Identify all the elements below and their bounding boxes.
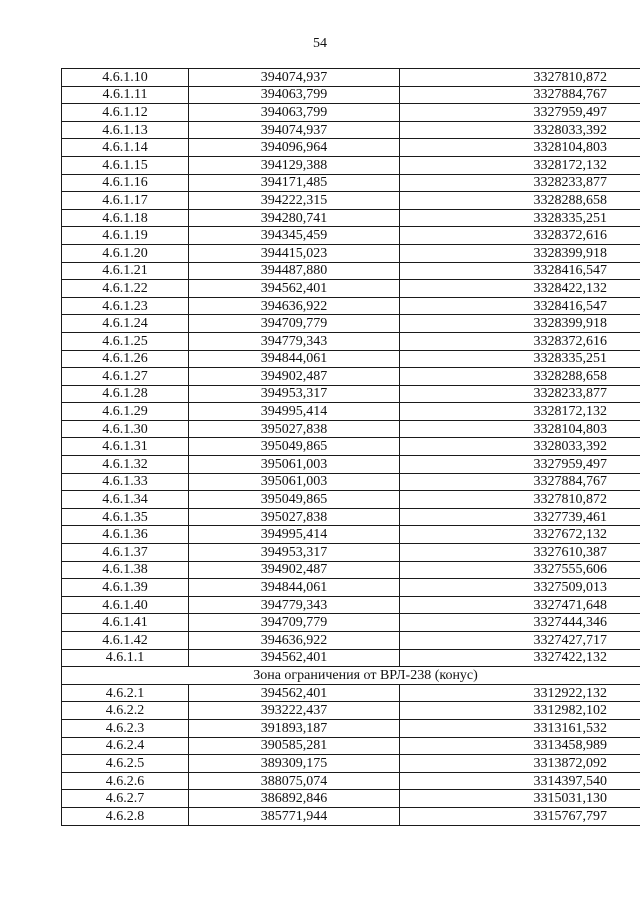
table-row bbox=[62, 649, 640, 667]
point-number-cell: 4.6.1.27 bbox=[62, 368, 189, 386]
table-row bbox=[62, 156, 640, 174]
point-number-cell: 4.6.2.7 bbox=[62, 790, 189, 808]
y-coordinate-cell: 3327959,497 bbox=[400, 104, 640, 122]
x-coordinate-cell: 395049,865 bbox=[189, 438, 400, 456]
y-coordinate-cell: 3328399,918 bbox=[400, 315, 640, 333]
point-number-cell: 4.6.1.17 bbox=[62, 192, 189, 210]
y-coordinate-cell: 3327810,872 bbox=[400, 69, 640, 87]
y-coordinate-cell: 3328172,132 bbox=[400, 156, 640, 174]
x-coordinate-cell: 394709,779 bbox=[189, 614, 400, 632]
table-row bbox=[62, 104, 640, 122]
y-coordinate-cell: 3328372,616 bbox=[400, 332, 640, 350]
x-coordinate-cell: 394995,414 bbox=[189, 403, 400, 421]
point-number-cell: 4.6.1.41 bbox=[62, 614, 189, 632]
x-coordinate-cell: 394074,937 bbox=[189, 121, 400, 139]
x-coordinate-cell: 385771,944 bbox=[189, 807, 400, 825]
x-coordinate-cell: 394562,401 bbox=[189, 280, 400, 298]
table-row bbox=[62, 702, 640, 720]
x-coordinate-cell: 394902,487 bbox=[189, 368, 400, 386]
table-row bbox=[62, 790, 640, 808]
x-coordinate-cell: 394063,799 bbox=[189, 86, 400, 104]
point-number-cell: 4.6.1.1 bbox=[62, 649, 189, 667]
section-title: Зона ограничения от ВРЛ-238 (конус) bbox=[62, 667, 640, 685]
table-row bbox=[62, 807, 640, 825]
y-coordinate-cell: 3328399,918 bbox=[400, 244, 640, 262]
x-coordinate-cell: 394902,487 bbox=[189, 561, 400, 579]
y-coordinate-cell: 3328372,616 bbox=[400, 227, 640, 245]
point-number-cell: 4.6.2.6 bbox=[62, 772, 189, 790]
y-coordinate-cell: 3328335,251 bbox=[400, 209, 640, 227]
x-coordinate-cell: 394074,937 bbox=[189, 69, 400, 87]
table-row bbox=[62, 755, 640, 773]
point-number-cell: 4.6.1.20 bbox=[62, 244, 189, 262]
point-number-cell: 4.6.1.19 bbox=[62, 227, 189, 245]
y-coordinate-cell: 3327739,461 bbox=[400, 508, 640, 526]
x-coordinate-cell: 394562,401 bbox=[189, 684, 400, 702]
y-coordinate-cell: 3328172,132 bbox=[400, 403, 640, 421]
coordinates-table bbox=[61, 68, 640, 826]
x-coordinate-cell: 394280,741 bbox=[189, 209, 400, 227]
y-coordinate-cell: 3314397,540 bbox=[400, 772, 640, 790]
point-number-cell: 4.6.2.4 bbox=[62, 737, 189, 755]
point-number-cell: 4.6.1.36 bbox=[62, 526, 189, 544]
table-row bbox=[62, 315, 640, 333]
point-number-cell: 4.6.1.13 bbox=[62, 121, 189, 139]
y-coordinate-cell: 3328104,803 bbox=[400, 139, 640, 157]
x-coordinate-cell: 394636,922 bbox=[189, 297, 400, 315]
table-row bbox=[62, 403, 640, 421]
y-coordinate-cell: 3328288,658 bbox=[400, 368, 640, 386]
y-coordinate-cell: 3327884,767 bbox=[400, 473, 640, 491]
x-coordinate-cell: 394844,061 bbox=[189, 579, 400, 597]
point-number-cell: 4.6.1.12 bbox=[62, 104, 189, 122]
table-row bbox=[62, 174, 640, 192]
point-number-cell: 4.6.1.38 bbox=[62, 561, 189, 579]
point-number-cell: 4.6.2.1 bbox=[62, 684, 189, 702]
x-coordinate-cell: 394415,023 bbox=[189, 244, 400, 262]
point-number-cell: 4.6.1.30 bbox=[62, 420, 189, 438]
y-coordinate-cell: 3328416,547 bbox=[400, 297, 640, 315]
table-row bbox=[62, 350, 640, 368]
point-number-cell: 4.6.1.15 bbox=[62, 156, 189, 174]
point-number-cell: 4.6.2.8 bbox=[62, 807, 189, 825]
table-row bbox=[62, 280, 640, 298]
y-coordinate-cell: 3315031,130 bbox=[400, 790, 640, 808]
table-row bbox=[62, 473, 640, 491]
x-coordinate-cell: 395027,838 bbox=[189, 420, 400, 438]
table-row bbox=[62, 368, 640, 386]
table-row bbox=[62, 192, 640, 210]
x-coordinate-cell: 394129,388 bbox=[189, 156, 400, 174]
y-coordinate-cell: 3328335,251 bbox=[400, 350, 640, 368]
point-number-cell: 4.6.1.40 bbox=[62, 596, 189, 614]
x-coordinate-cell: 390585,281 bbox=[189, 737, 400, 755]
y-coordinate-cell: 3313161,532 bbox=[400, 719, 640, 737]
table-row bbox=[62, 526, 640, 544]
point-number-cell: 4.6.1.28 bbox=[62, 385, 189, 403]
y-coordinate-cell: 3327444,346 bbox=[400, 614, 640, 632]
table-row bbox=[62, 614, 640, 632]
point-number-cell: 4.6.1.31 bbox=[62, 438, 189, 456]
y-coordinate-cell: 3327884,767 bbox=[400, 86, 640, 104]
table-row bbox=[62, 385, 640, 403]
y-coordinate-cell: 3328416,547 bbox=[400, 262, 640, 280]
y-coordinate-cell: 3327427,717 bbox=[400, 632, 640, 650]
x-coordinate-cell: 394953,317 bbox=[189, 544, 400, 562]
y-coordinate-cell: 3327471,648 bbox=[400, 596, 640, 614]
table-row bbox=[62, 69, 640, 87]
point-number-cell: 4.6.1.29 bbox=[62, 403, 189, 421]
point-number-cell: 4.6.2.2 bbox=[62, 702, 189, 720]
y-coordinate-cell: 3312922,132 bbox=[400, 684, 640, 702]
x-coordinate-cell: 394779,343 bbox=[189, 332, 400, 350]
table-row bbox=[62, 632, 640, 650]
y-coordinate-cell: 3327509,013 bbox=[400, 579, 640, 597]
table-row bbox=[62, 544, 640, 562]
point-number-cell: 4.6.1.25 bbox=[62, 332, 189, 350]
table-row bbox=[62, 456, 640, 474]
x-coordinate-cell: 394953,317 bbox=[189, 385, 400, 403]
point-number-cell: 4.6.1.37 bbox=[62, 544, 189, 562]
y-coordinate-cell: 3328033,392 bbox=[400, 121, 640, 139]
table-row bbox=[62, 684, 640, 702]
y-coordinate-cell: 3327610,387 bbox=[400, 544, 640, 562]
section-header-row bbox=[62, 667, 640, 685]
x-coordinate-cell: 394171,485 bbox=[189, 174, 400, 192]
table-row bbox=[62, 227, 640, 245]
table-row bbox=[62, 561, 640, 579]
table-row bbox=[62, 737, 640, 755]
point-number-cell: 4.6.1.39 bbox=[62, 579, 189, 597]
x-coordinate-cell: 394995,414 bbox=[189, 526, 400, 544]
x-coordinate-cell: 391893,187 bbox=[189, 719, 400, 737]
x-coordinate-cell: 394096,964 bbox=[189, 139, 400, 157]
y-coordinate-cell: 3313872,092 bbox=[400, 755, 640, 773]
table-row bbox=[62, 332, 640, 350]
point-number-cell: 4.6.1.23 bbox=[62, 297, 189, 315]
point-number-cell: 4.6.1.32 bbox=[62, 456, 189, 474]
table-row bbox=[62, 209, 640, 227]
x-coordinate-cell: 395061,003 bbox=[189, 456, 400, 474]
y-coordinate-cell: 3328033,392 bbox=[400, 438, 640, 456]
point-number-cell: 4.6.1.42 bbox=[62, 632, 189, 650]
x-coordinate-cell: 395061,003 bbox=[189, 473, 400, 491]
table-row bbox=[62, 262, 640, 280]
table-row bbox=[62, 86, 640, 104]
point-number-cell: 4.6.1.33 bbox=[62, 473, 189, 491]
y-coordinate-cell: 3313458,989 bbox=[400, 737, 640, 755]
point-number-cell: 4.6.1.18 bbox=[62, 209, 189, 227]
y-coordinate-cell: 3328288,658 bbox=[400, 192, 640, 210]
x-coordinate-cell: 394562,401 bbox=[189, 649, 400, 667]
point-number-cell: 4.6.2.5 bbox=[62, 755, 189, 773]
table-row bbox=[62, 508, 640, 526]
page-number: 54 bbox=[313, 36, 327, 51]
point-number-cell: 4.6.1.34 bbox=[62, 491, 189, 509]
point-number-cell: 4.6.1.16 bbox=[62, 174, 189, 192]
y-coordinate-cell: 3327810,872 bbox=[400, 491, 640, 509]
x-coordinate-cell: 394779,343 bbox=[189, 596, 400, 614]
table-row bbox=[62, 719, 640, 737]
coordinates-table-body bbox=[62, 69, 640, 826]
x-coordinate-cell: 394709,779 bbox=[189, 315, 400, 333]
point-number-cell: 4.6.1.10 bbox=[62, 69, 189, 87]
y-coordinate-cell: 3327672,132 bbox=[400, 526, 640, 544]
x-coordinate-cell: 394222,315 bbox=[189, 192, 400, 210]
y-coordinate-cell: 3327555,606 bbox=[400, 561, 640, 579]
table-row bbox=[62, 579, 640, 597]
table-row bbox=[62, 121, 640, 139]
y-coordinate-cell: 3328104,803 bbox=[400, 420, 640, 438]
point-number-cell: 4.6.2.3 bbox=[62, 719, 189, 737]
point-number-cell: 4.6.1.26 bbox=[62, 350, 189, 368]
y-coordinate-cell: 3315767,797 bbox=[400, 807, 640, 825]
table-row bbox=[62, 244, 640, 262]
point-number-cell: 4.6.1.21 bbox=[62, 262, 189, 280]
point-number-cell: 4.6.1.14 bbox=[62, 139, 189, 157]
y-coordinate-cell: 3328422,132 bbox=[400, 280, 640, 298]
x-coordinate-cell: 394345,459 bbox=[189, 227, 400, 245]
y-coordinate-cell: 3327959,497 bbox=[400, 456, 640, 474]
table-row bbox=[62, 297, 640, 315]
table-row bbox=[62, 596, 640, 614]
x-coordinate-cell: 395027,838 bbox=[189, 508, 400, 526]
table-row bbox=[62, 438, 640, 456]
x-coordinate-cell: 394636,922 bbox=[189, 632, 400, 650]
point-number-cell: 4.6.1.22 bbox=[62, 280, 189, 298]
x-coordinate-cell: 388075,074 bbox=[189, 772, 400, 790]
y-coordinate-cell: 3328233,877 bbox=[400, 385, 640, 403]
x-coordinate-cell: 395049,865 bbox=[189, 491, 400, 509]
y-coordinate-cell: 3328233,877 bbox=[400, 174, 640, 192]
x-coordinate-cell: 386892,846 bbox=[189, 790, 400, 808]
x-coordinate-cell: 394063,799 bbox=[189, 104, 400, 122]
table-row bbox=[62, 139, 640, 157]
table-row bbox=[62, 772, 640, 790]
table-row bbox=[62, 491, 640, 509]
x-coordinate-cell: 394487,880 bbox=[189, 262, 400, 280]
x-coordinate-cell: 393222,437 bbox=[189, 702, 400, 720]
point-number-cell: 4.6.1.11 bbox=[62, 86, 189, 104]
y-coordinate-cell: 3312982,102 bbox=[400, 702, 640, 720]
x-coordinate-cell: 389309,175 bbox=[189, 755, 400, 773]
table-row bbox=[62, 420, 640, 438]
point-number-cell: 4.6.1.24 bbox=[62, 315, 189, 333]
point-number-cell: 4.6.1.35 bbox=[62, 508, 189, 526]
x-coordinate-cell: 394844,061 bbox=[189, 350, 400, 368]
y-coordinate-cell: 3327422,132 bbox=[400, 649, 640, 667]
